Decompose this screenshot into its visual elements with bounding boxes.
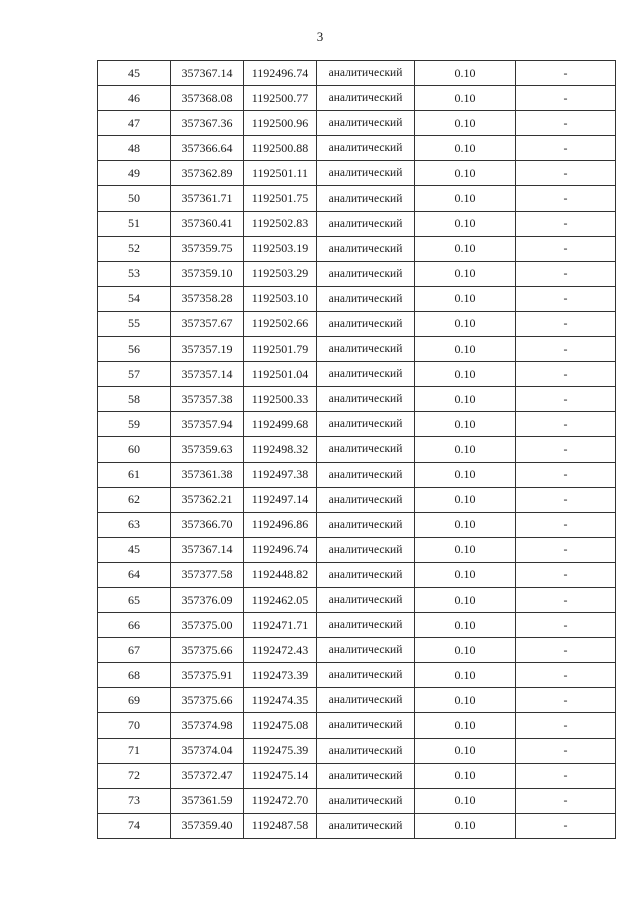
method-cell: аналитический bbox=[317, 286, 415, 311]
method-cell: аналитический bbox=[317, 236, 415, 261]
method-cell: аналитический bbox=[317, 136, 415, 161]
note-cell: - bbox=[516, 763, 616, 788]
method-cell: аналитический bbox=[317, 512, 415, 537]
point-number-cell: 73 bbox=[98, 788, 171, 813]
table-row bbox=[98, 161, 616, 186]
x-coordinate-cell: 357357.19 bbox=[171, 337, 244, 362]
note-cell: - bbox=[516, 613, 616, 638]
table-row bbox=[98, 788, 616, 813]
note-cell: - bbox=[516, 86, 616, 111]
table-row bbox=[98, 186, 616, 211]
note-cell: - bbox=[516, 813, 616, 838]
point-number-cell: 63 bbox=[98, 512, 171, 537]
accuracy-cell: 0.10 bbox=[415, 713, 516, 738]
y-coordinate-cell: 1192497.14 bbox=[244, 487, 317, 512]
x-coordinate-cell: 357362.89 bbox=[171, 161, 244, 186]
table-row bbox=[98, 136, 616, 161]
point-number-cell: 46 bbox=[98, 86, 171, 111]
table-row bbox=[98, 311, 616, 336]
x-coordinate-cell: 357359.10 bbox=[171, 261, 244, 286]
table-row bbox=[98, 362, 616, 387]
table-row bbox=[98, 813, 616, 838]
point-number-cell: 45 bbox=[98, 61, 171, 86]
x-coordinate-cell: 357359.75 bbox=[171, 236, 244, 261]
method-cell: аналитический bbox=[317, 311, 415, 336]
x-coordinate-cell: 357375.66 bbox=[171, 688, 244, 713]
note-cell: - bbox=[516, 161, 616, 186]
note-cell: - bbox=[516, 562, 616, 587]
table-row bbox=[98, 613, 616, 638]
x-coordinate-cell: 357357.14 bbox=[171, 362, 244, 387]
accuracy-cell: 0.10 bbox=[415, 161, 516, 186]
accuracy-cell: 0.10 bbox=[415, 412, 516, 437]
note-cell: - bbox=[516, 462, 616, 487]
x-coordinate-cell: 357362.21 bbox=[171, 487, 244, 512]
y-coordinate-cell: 1192496.74 bbox=[244, 537, 317, 562]
method-cell: аналитический bbox=[317, 462, 415, 487]
method-cell: аналитический bbox=[317, 387, 415, 412]
method-cell: аналитический bbox=[317, 412, 415, 437]
y-coordinate-cell: 1192497.38 bbox=[244, 462, 317, 487]
y-coordinate-cell: 1192487.58 bbox=[244, 813, 317, 838]
y-coordinate-cell: 1192498.32 bbox=[244, 437, 317, 462]
accuracy-cell: 0.10 bbox=[415, 638, 516, 663]
y-coordinate-cell: 1192472.43 bbox=[244, 638, 317, 663]
point-number-cell: 51 bbox=[98, 211, 171, 236]
x-coordinate-cell: 357375.00 bbox=[171, 613, 244, 638]
method-cell: аналитический bbox=[317, 562, 415, 587]
x-coordinate-cell: 357366.64 bbox=[171, 136, 244, 161]
y-coordinate-cell: 1192503.19 bbox=[244, 236, 317, 261]
point-number-cell: 74 bbox=[98, 813, 171, 838]
method-cell: аналитический bbox=[317, 613, 415, 638]
method-cell: аналитический bbox=[317, 337, 415, 362]
note-cell: - bbox=[516, 437, 616, 462]
accuracy-cell: 0.10 bbox=[415, 286, 516, 311]
table-row bbox=[98, 688, 616, 713]
note-cell: - bbox=[516, 61, 616, 86]
y-coordinate-cell: 1192501.79 bbox=[244, 337, 317, 362]
table-row bbox=[98, 211, 616, 236]
method-cell: аналитический bbox=[317, 663, 415, 688]
y-coordinate-cell: 1192500.77 bbox=[244, 86, 317, 111]
table-row bbox=[98, 713, 616, 738]
point-number-cell: 60 bbox=[98, 437, 171, 462]
accuracy-cell: 0.10 bbox=[415, 261, 516, 286]
y-coordinate-cell: 1192474.35 bbox=[244, 688, 317, 713]
table-row bbox=[98, 387, 616, 412]
y-coordinate-cell: 1192496.86 bbox=[244, 512, 317, 537]
note-cell: - bbox=[516, 286, 616, 311]
table-row bbox=[98, 487, 616, 512]
point-number-cell: 58 bbox=[98, 387, 171, 412]
accuracy-cell: 0.10 bbox=[415, 61, 516, 86]
x-coordinate-cell: 357375.66 bbox=[171, 638, 244, 663]
table-row bbox=[98, 638, 616, 663]
table-row bbox=[98, 61, 616, 86]
accuracy-cell: 0.10 bbox=[415, 512, 516, 537]
accuracy-cell: 0.10 bbox=[415, 111, 516, 136]
accuracy-cell: 0.10 bbox=[415, 738, 516, 763]
table-row bbox=[98, 86, 616, 111]
method-cell: аналитический bbox=[317, 688, 415, 713]
y-coordinate-cell: 1192503.29 bbox=[244, 261, 317, 286]
table-row bbox=[98, 236, 616, 261]
note-cell: - bbox=[516, 713, 616, 738]
note-cell: - bbox=[516, 136, 616, 161]
y-coordinate-cell: 1192472.70 bbox=[244, 788, 317, 813]
coordinates-table-body bbox=[98, 61, 616, 839]
note-cell: - bbox=[516, 337, 616, 362]
accuracy-cell: 0.10 bbox=[415, 763, 516, 788]
x-coordinate-cell: 357367.14 bbox=[171, 537, 244, 562]
table-row bbox=[98, 587, 616, 612]
accuracy-cell: 0.10 bbox=[415, 788, 516, 813]
y-coordinate-cell: 1192448.82 bbox=[244, 562, 317, 587]
method-cell: аналитический bbox=[317, 186, 415, 211]
note-cell: - bbox=[516, 738, 616, 763]
accuracy-cell: 0.10 bbox=[415, 487, 516, 512]
point-number-cell: 55 bbox=[98, 311, 171, 336]
x-coordinate-cell: 357358.28 bbox=[171, 286, 244, 311]
y-coordinate-cell: 1192473.39 bbox=[244, 663, 317, 688]
x-coordinate-cell: 357375.91 bbox=[171, 663, 244, 688]
point-number-cell: 48 bbox=[98, 136, 171, 161]
x-coordinate-cell: 357367.14 bbox=[171, 61, 244, 86]
accuracy-cell: 0.10 bbox=[415, 387, 516, 412]
point-number-cell: 47 bbox=[98, 111, 171, 136]
method-cell: аналитический bbox=[317, 638, 415, 663]
table-row bbox=[98, 261, 616, 286]
point-number-cell: 68 bbox=[98, 663, 171, 688]
method-cell: аналитический bbox=[317, 161, 415, 186]
accuracy-cell: 0.10 bbox=[415, 813, 516, 838]
point-number-cell: 67 bbox=[98, 638, 171, 663]
table-row bbox=[98, 512, 616, 537]
accuracy-cell: 0.10 bbox=[415, 337, 516, 362]
x-coordinate-cell: 357357.94 bbox=[171, 412, 244, 437]
point-number-cell: 57 bbox=[98, 362, 171, 387]
y-coordinate-cell: 1192496.74 bbox=[244, 61, 317, 86]
y-coordinate-cell: 1192462.05 bbox=[244, 587, 317, 612]
method-cell: аналитический bbox=[317, 261, 415, 286]
accuracy-cell: 0.10 bbox=[415, 562, 516, 587]
table-row bbox=[98, 286, 616, 311]
table-row bbox=[98, 763, 616, 788]
accuracy-cell: 0.10 bbox=[415, 462, 516, 487]
accuracy-cell: 0.10 bbox=[415, 587, 516, 612]
point-number-cell: 49 bbox=[98, 161, 171, 186]
y-coordinate-cell: 1192499.68 bbox=[244, 412, 317, 437]
accuracy-cell: 0.10 bbox=[415, 311, 516, 336]
point-number-cell: 59 bbox=[98, 412, 171, 437]
x-coordinate-cell: 357372.47 bbox=[171, 763, 244, 788]
point-number-cell: 72 bbox=[98, 763, 171, 788]
accuracy-cell: 0.10 bbox=[415, 537, 516, 562]
method-cell: аналитический bbox=[317, 61, 415, 86]
method-cell: аналитический bbox=[317, 813, 415, 838]
y-coordinate-cell: 1192500.96 bbox=[244, 111, 317, 136]
method-cell: аналитический bbox=[317, 86, 415, 111]
x-coordinate-cell: 357367.36 bbox=[171, 111, 244, 136]
y-coordinate-cell: 1192500.33 bbox=[244, 387, 317, 412]
method-cell: аналитический bbox=[317, 211, 415, 236]
x-coordinate-cell: 357374.98 bbox=[171, 713, 244, 738]
method-cell: аналитический bbox=[317, 738, 415, 763]
x-coordinate-cell: 357366.70 bbox=[171, 512, 244, 537]
x-coordinate-cell: 357377.58 bbox=[171, 562, 244, 587]
table-row bbox=[98, 738, 616, 763]
accuracy-cell: 0.10 bbox=[415, 613, 516, 638]
note-cell: - bbox=[516, 638, 616, 663]
table-row bbox=[98, 111, 616, 136]
point-number-cell: 52 bbox=[98, 236, 171, 261]
y-coordinate-cell: 1192500.88 bbox=[244, 136, 317, 161]
method-cell: аналитический bbox=[317, 587, 415, 612]
note-cell: - bbox=[516, 512, 616, 537]
x-coordinate-cell: 357374.04 bbox=[171, 738, 244, 763]
page-number: 3 bbox=[316, 29, 324, 44]
method-cell: аналитический bbox=[317, 362, 415, 387]
x-coordinate-cell: 357357.67 bbox=[171, 311, 244, 336]
y-coordinate-cell: 1192501.11 bbox=[244, 161, 317, 186]
y-coordinate-cell: 1192501.75 bbox=[244, 186, 317, 211]
point-number-cell: 50 bbox=[98, 186, 171, 211]
accuracy-cell: 0.10 bbox=[415, 688, 516, 713]
x-coordinate-cell: 357357.38 bbox=[171, 387, 244, 412]
y-coordinate-cell: 1192503.10 bbox=[244, 286, 317, 311]
y-coordinate-cell: 1192475.39 bbox=[244, 738, 317, 763]
x-coordinate-cell: 357368.08 bbox=[171, 86, 244, 111]
table-row bbox=[98, 412, 616, 437]
point-number-cell: 64 bbox=[98, 562, 171, 587]
table-row bbox=[98, 537, 616, 562]
point-number-cell: 70 bbox=[98, 713, 171, 738]
note-cell: - bbox=[516, 537, 616, 562]
coordinates-table bbox=[97, 60, 616, 839]
method-cell: аналитический bbox=[317, 487, 415, 512]
x-coordinate-cell: 357359.40 bbox=[171, 813, 244, 838]
point-number-cell: 45 bbox=[98, 537, 171, 562]
point-number-cell: 71 bbox=[98, 738, 171, 763]
accuracy-cell: 0.10 bbox=[415, 437, 516, 462]
x-coordinate-cell: 357361.71 bbox=[171, 186, 244, 211]
note-cell: - bbox=[516, 211, 616, 236]
method-cell: аналитический bbox=[317, 763, 415, 788]
x-coordinate-cell: 357359.63 bbox=[171, 437, 244, 462]
accuracy-cell: 0.10 bbox=[415, 186, 516, 211]
note-cell: - bbox=[516, 261, 616, 286]
method-cell: аналитический bbox=[317, 537, 415, 562]
point-number-cell: 54 bbox=[98, 286, 171, 311]
note-cell: - bbox=[516, 788, 616, 813]
note-cell: - bbox=[516, 111, 616, 136]
x-coordinate-cell: 357361.59 bbox=[171, 788, 244, 813]
x-coordinate-cell: 357376.09 bbox=[171, 587, 244, 612]
accuracy-cell: 0.10 bbox=[415, 362, 516, 387]
x-coordinate-cell: 357360.41 bbox=[171, 211, 244, 236]
y-coordinate-cell: 1192471.71 bbox=[244, 613, 317, 638]
accuracy-cell: 0.10 bbox=[415, 211, 516, 236]
note-cell: - bbox=[516, 412, 616, 437]
accuracy-cell: 0.10 bbox=[415, 136, 516, 161]
method-cell: аналитический bbox=[317, 111, 415, 136]
method-cell: аналитический bbox=[317, 713, 415, 738]
note-cell: - bbox=[516, 587, 616, 612]
note-cell: - bbox=[516, 688, 616, 713]
y-coordinate-cell: 1192475.08 bbox=[244, 713, 317, 738]
y-coordinate-cell: 1192502.66 bbox=[244, 311, 317, 336]
y-coordinate-cell: 1192501.04 bbox=[244, 362, 317, 387]
method-cell: аналитический bbox=[317, 437, 415, 462]
point-number-cell: 61 bbox=[98, 462, 171, 487]
y-coordinate-cell: 1192502.83 bbox=[244, 211, 317, 236]
note-cell: - bbox=[516, 362, 616, 387]
point-number-cell: 69 bbox=[98, 688, 171, 713]
point-number-cell: 56 bbox=[98, 337, 171, 362]
point-number-cell: 62 bbox=[98, 487, 171, 512]
note-cell: - bbox=[516, 236, 616, 261]
point-number-cell: 65 bbox=[98, 587, 171, 612]
point-number-cell: 66 bbox=[98, 613, 171, 638]
table-row bbox=[98, 562, 616, 587]
note-cell: - bbox=[516, 663, 616, 688]
table-row bbox=[98, 462, 616, 487]
accuracy-cell: 0.10 bbox=[415, 86, 516, 111]
y-coordinate-cell: 1192475.14 bbox=[244, 763, 317, 788]
method-cell: аналитический bbox=[317, 788, 415, 813]
note-cell: - bbox=[516, 311, 616, 336]
table-row bbox=[98, 337, 616, 362]
note-cell: - bbox=[516, 487, 616, 512]
table-row bbox=[98, 663, 616, 688]
note-cell: - bbox=[516, 186, 616, 211]
table-row bbox=[98, 437, 616, 462]
accuracy-cell: 0.10 bbox=[415, 663, 516, 688]
x-coordinate-cell: 357361.38 bbox=[171, 462, 244, 487]
accuracy-cell: 0.10 bbox=[415, 236, 516, 261]
note-cell: - bbox=[516, 387, 616, 412]
point-number-cell: 53 bbox=[98, 261, 171, 286]
